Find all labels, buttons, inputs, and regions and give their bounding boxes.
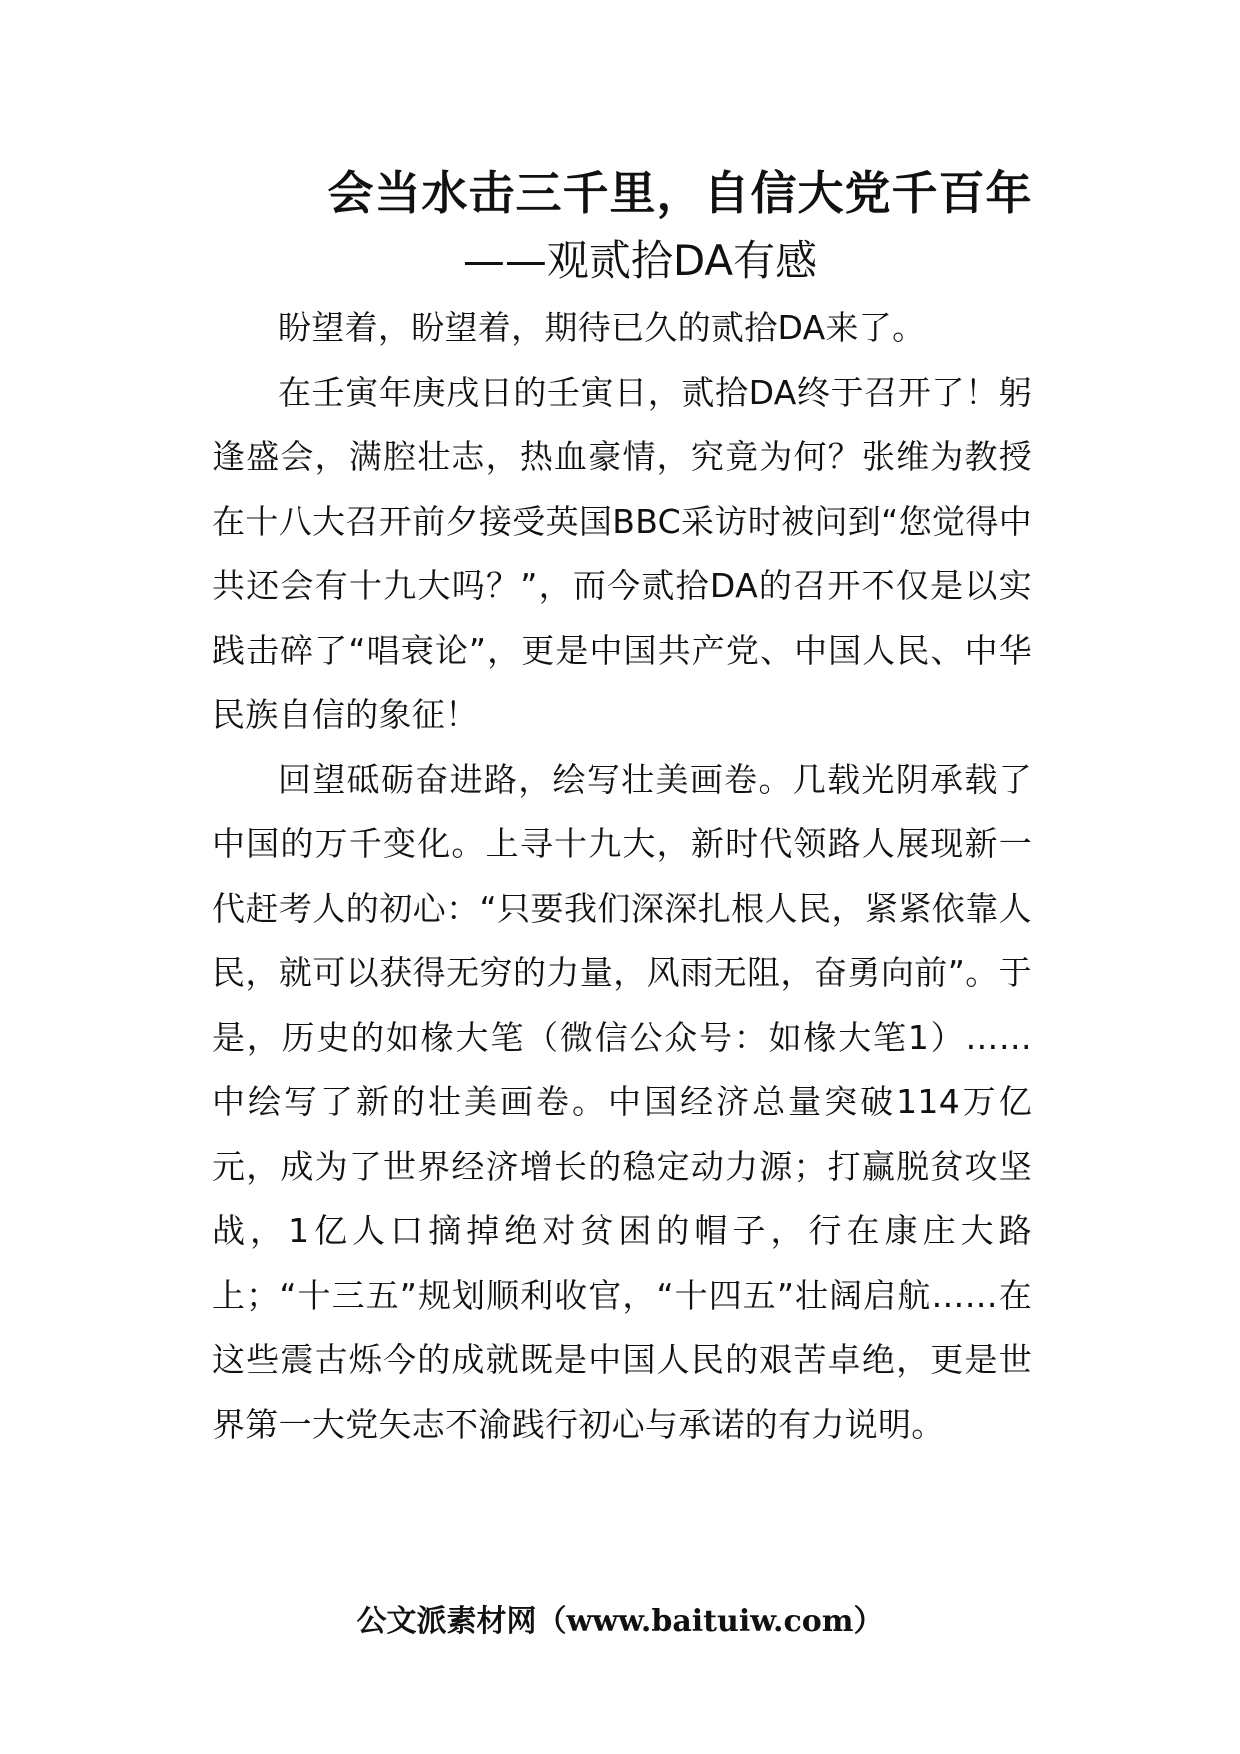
paragraph-3: 回望砥砺奋进路，绘写壮美画卷。几载光阴承载了中国的万千变化。上寻十九大，新时代领路人展现新一代赶考人的初心：“只要我们深深扎根人民，紧紧依靠人民，就可以获得无穷的力量，风雨无阻，奋勇向前”。于是，历史的如椽大笔（微信公众号：如椽大笔1）……中绘写了新的壮美画卷。中国经济总量突破114万亿元，成为了世界经济增长的稳定动力源；打赢脱贫攻坚战，1亿人口摘掉绝对贫困的帽子，行在康庄大路上；“十三五”规划顺利收官，“十四五”壮阔启航……在这些震古烁今的成就既是中国人民的艰苦卓绝，更是世界第一大党矢志不渝践行初心与承诺的有力说明。: [212, 759, 1032, 1444]
paragraph-2: 在壬寅年庚戌日的壬寅日，贰拾DA终于召开了！躬逢盛会，满腔壮志，热血豪情，究竟为何？张维为教授在十八大召开前夕接受英国BBC采访时被问到“您觉得中共还会有十九大吗？”，而今贰拾DA的召开不仅是以实践击碎了“唱衰论”，更是中国共产党、中国人民、中华民族自信的象征！: [212, 372, 1032, 734]
paragraph-1: 盼望着，盼望着，期待已久的贰拾DA来了。: [278, 308, 926, 347]
document-body: [212, 296, 1032, 1457]
document-subtitle: ——观贰拾DA有感: [462, 236, 818, 285]
footer-source: 公文派素材网（www.baituiw.com）: [356, 1604, 884, 1639]
document-title: 会当水击三千里，自信大党千百年: [327, 166, 1033, 220]
